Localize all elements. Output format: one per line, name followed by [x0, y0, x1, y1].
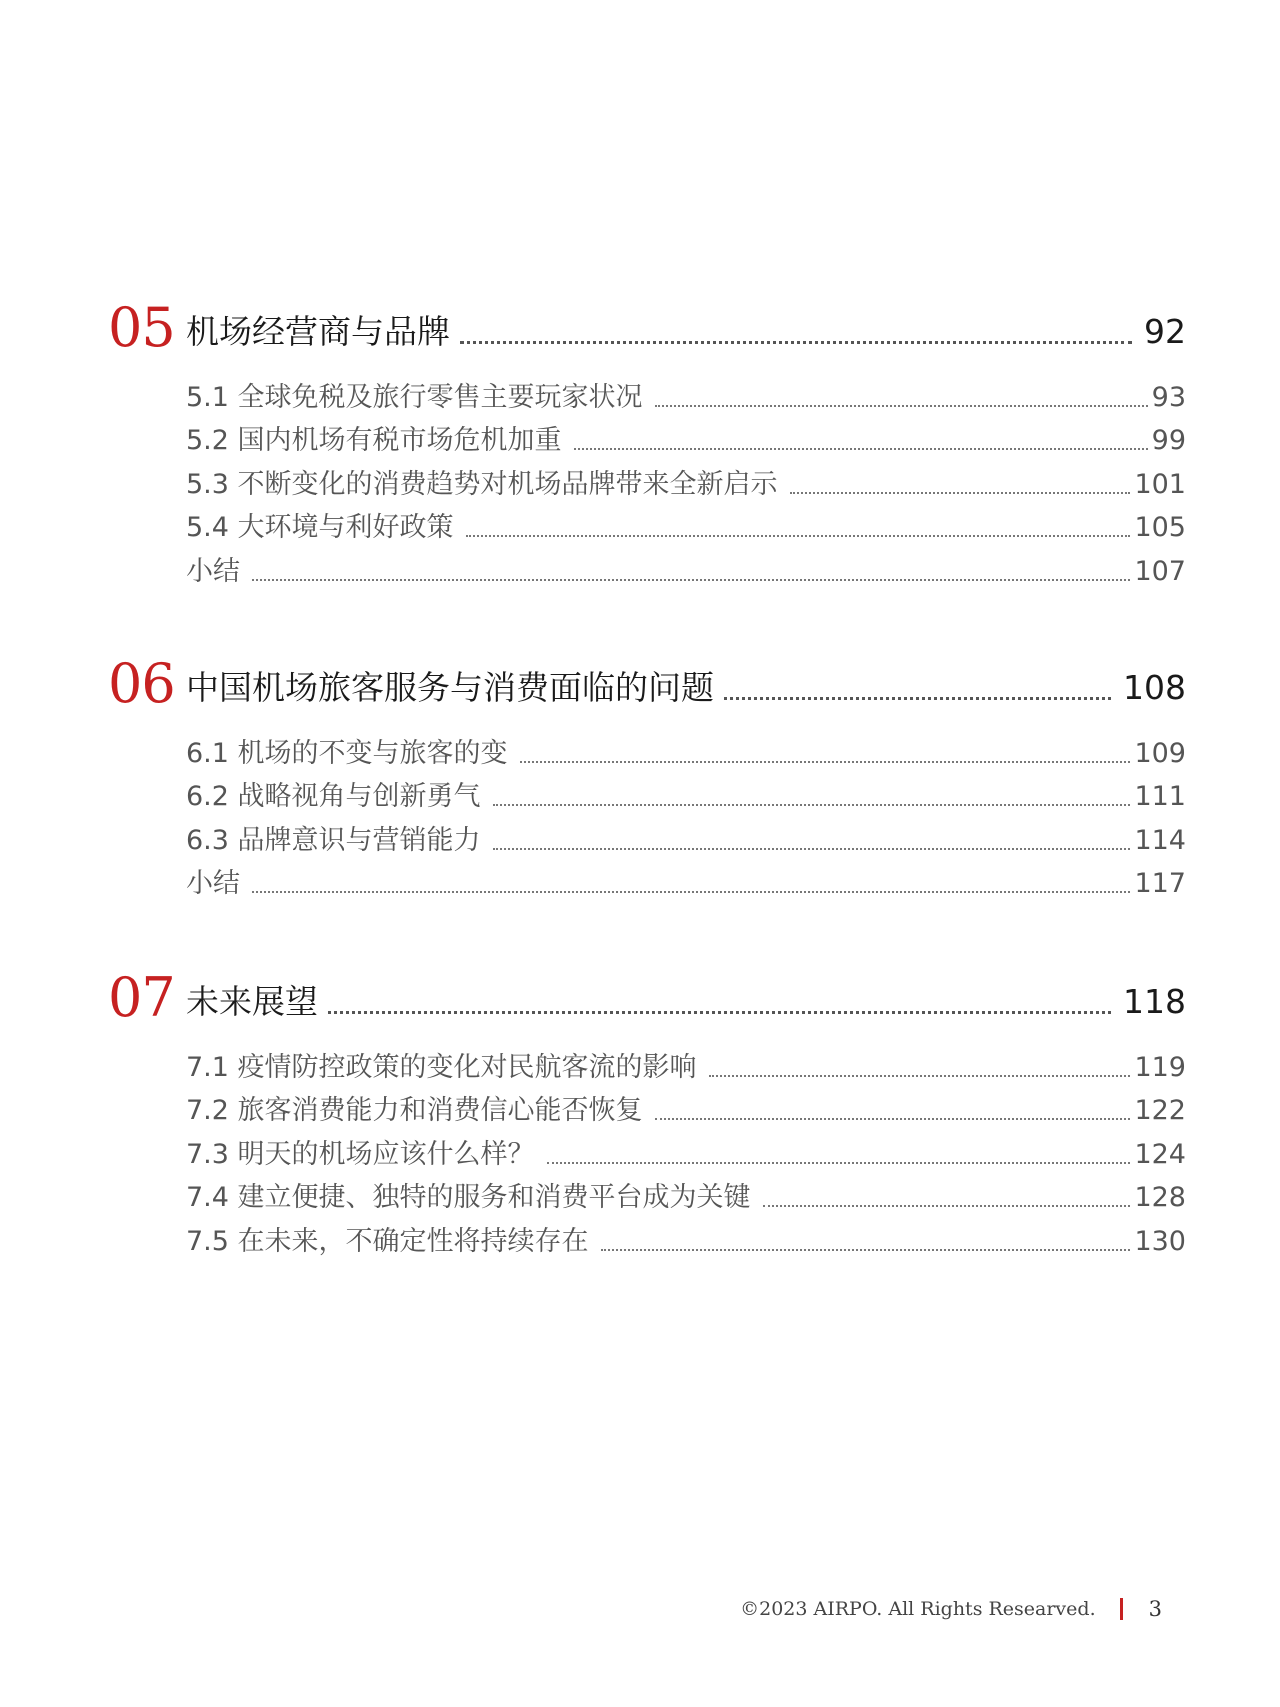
entry-page-number: 128: [1134, 1182, 1186, 1213]
subsection-list: [186, 728, 1186, 902]
chapter-title: 中国机场旅客服务与消费面临的问题: [186, 668, 714, 707]
toc-entry[interactable]: [186, 1216, 1186, 1260]
entry-label: 7.1 疫情防控政策的变化对民航客流的影响: [186, 1051, 697, 1083]
entry-page-number: 117: [1134, 868, 1186, 899]
toc-entry[interactable]: [186, 459, 1186, 503]
entry-page-number: 122: [1134, 1095, 1186, 1126]
entry-page-number: 99: [1151, 425, 1186, 456]
chapter-line: [186, 980, 1186, 1024]
entry-label: 7.5 在未来，不确定性将持续存在: [186, 1225, 589, 1257]
entry-label: 6.1 机场的不变与旅客的变: [186, 737, 508, 769]
entry-page-number: 109: [1134, 737, 1186, 769]
entry-label: 5.1 全球免税及旅行零售主要玩家状况: [186, 381, 643, 413]
chapter-heading[interactable]: [108, 296, 1186, 360]
chapter-number: 07: [108, 966, 175, 1029]
entry-label: 小结: [186, 555, 240, 587]
entry-page-number: 101: [1134, 468, 1186, 500]
toc-entry[interactable]: [186, 815, 1186, 859]
dot-leader: [252, 579, 1130, 581]
chapter-heading[interactable]: [108, 652, 1186, 716]
dot-leader: [466, 535, 1131, 537]
chapter-line: [186, 666, 1186, 710]
toc-entry[interactable]: [186, 416, 1186, 460]
entry-label: 7.2 旅客消费能力和消费信心能否恢复: [186, 1095, 643, 1126]
entry-label: 7.4 建立便捷、独特的服务和消费平台成为关键: [186, 1182, 751, 1213]
entry-page-number: 124: [1134, 1138, 1186, 1170]
dot-leader: [493, 804, 1131, 806]
entry-page-number: 107: [1134, 555, 1186, 587]
copyright-text: ©2023 AIRPO. All Rights Researved.: [740, 1598, 1096, 1620]
toc-chapter-05: [108, 296, 1186, 590]
entry-label: 5.4 大环境与利好政策: [186, 512, 454, 543]
toc-entry[interactable]: [186, 1042, 1186, 1086]
dot-leader: [574, 448, 1148, 450]
chapter-page-number: 92: [1144, 312, 1186, 351]
toc-entry[interactable]: [186, 372, 1186, 416]
chapter-page-number: 108: [1123, 668, 1186, 707]
toc-entry[interactable]: [186, 728, 1186, 772]
dot-leader: [328, 1011, 1111, 1014]
dot-leader: [460, 341, 1132, 344]
entry-label: 6.3 品牌意识与营销能力: [186, 824, 481, 856]
dot-leader: [709, 1075, 1131, 1077]
entry-label: 5.3 不断变化的消费趋势对机场品牌带来全新启示: [186, 468, 778, 500]
subsection-list: [186, 372, 1186, 590]
page-number: 3: [1148, 1597, 1162, 1621]
dot-leader: [547, 1162, 1131, 1164]
toc-entry[interactable]: [186, 1086, 1186, 1130]
toc-entry[interactable]: [186, 503, 1186, 547]
chapter-heading[interactable]: [108, 966, 1186, 1030]
footer-divider: [1120, 1598, 1123, 1620]
entry-page-number: 114: [1134, 824, 1186, 856]
dot-leader: [655, 405, 1148, 407]
entry-label: 小结: [186, 868, 240, 899]
dot-leader: [493, 848, 1131, 850]
toc-chapter-06: [108, 652, 1186, 902]
subsection-list: [186, 1042, 1186, 1260]
dot-leader: [252, 891, 1130, 893]
chapter-title: 机场经营商与品牌: [186, 312, 450, 351]
entry-page-number: 130: [1134, 1225, 1186, 1257]
toc-entry[interactable]: [186, 1129, 1186, 1173]
chapter-line: [186, 310, 1186, 354]
entry-page-number: 93: [1151, 381, 1186, 413]
dot-leader: [520, 761, 1131, 763]
dot-leader: [790, 492, 1131, 494]
dot-leader: [655, 1118, 1131, 1120]
entry-label: 5.2 国内机场有税市场危机加重: [186, 425, 562, 456]
toc-entry[interactable]: [186, 546, 1186, 590]
dot-leader: [601, 1249, 1131, 1251]
chapter-number: 06: [108, 652, 175, 715]
entry-label: 6.2 战略视角与创新勇气: [186, 781, 481, 812]
chapter-title: 未来展望: [186, 982, 318, 1021]
entry-page-number: 111: [1134, 781, 1186, 812]
entry-page-number: 105: [1134, 512, 1186, 543]
dot-leader: [763, 1205, 1131, 1207]
entry-page-number: 119: [1134, 1051, 1186, 1083]
toc-entry[interactable]: [186, 772, 1186, 816]
toc-chapter-07: [108, 966, 1186, 1260]
toc-entry[interactable]: [186, 859, 1186, 903]
toc-entry[interactable]: [186, 1173, 1186, 1217]
page-footer: [700, 1592, 1162, 1626]
dot-leader: [724, 697, 1111, 700]
chapter-number: 05: [108, 296, 175, 359]
chapter-page-number: 118: [1123, 982, 1186, 1021]
entry-label: 7.3 明天的机场应该什么样？: [186, 1138, 535, 1170]
